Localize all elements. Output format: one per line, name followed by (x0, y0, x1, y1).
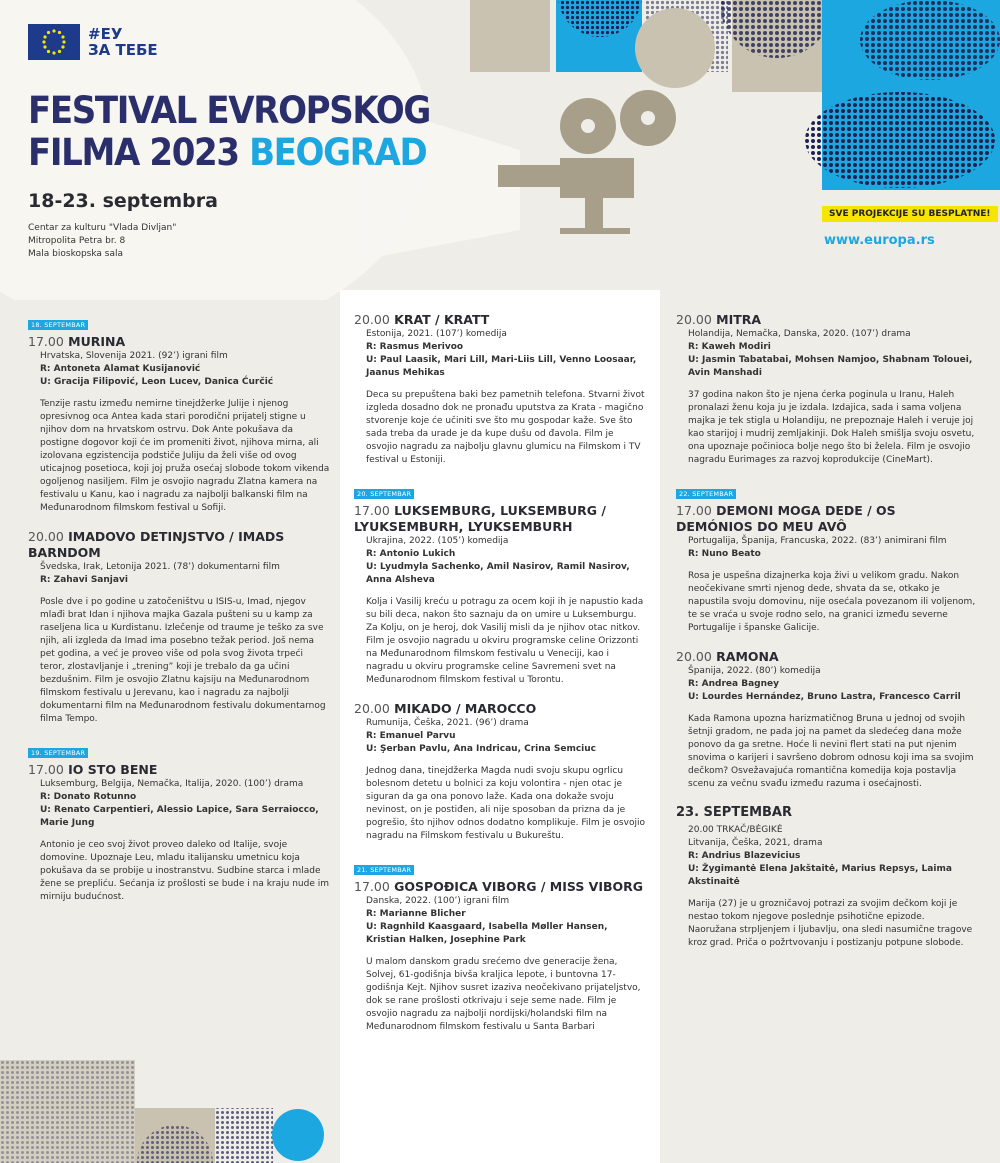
film-time: 20.00 (354, 312, 390, 327)
film-time: 20.00 (354, 701, 390, 716)
film-title: LUKSEMBURG, LUKSEMBURG / LYUKSEMBURH, LYUKSEMBURH (354, 503, 606, 534)
film-mitra (676, 312, 976, 467)
column-1 (28, 312, 330, 918)
film-luksemburg (354, 503, 646, 687)
film-title: MURINA (68, 334, 126, 349)
film-info: Holandija, Nemačka, Danska, 2020. (107’) drama (688, 329, 911, 339)
film-director: R: Kaweh Modiri (688, 342, 771, 352)
title-line1: FESTIVAL EVROPSKOG (28, 89, 430, 132)
film-info: Litvanija, Češka, 2021, drama (688, 838, 823, 848)
venue (28, 222, 176, 261)
film-synopsis: Kada Ramona upozna harizmatičnog Bruna u jednoj od svojih šetnji gradom, ne pada joj na pamet da sledećeg dana može ponovo da ga sretne. Hoće li nevini flert stati na put njenim snovima o karijeri i savršeno dobrom odnosu koji ima sa svojim dečkom? Osvežavajuća romantična komedija koja postavlja scenu za večnu svađu između razuma i osećajnosti. (688, 714, 974, 789)
film-trkac (676, 805, 976, 950)
day-tag-20: 20. SEPTEMBAR (354, 489, 414, 499)
venue-name: Centar za kulturu "Vlada Divljan" (28, 223, 177, 233)
film-synopsis: Marija (27) je u grozničavoj potrazi za svojim dečkom koji je nestao tokom njegove poslednje psihotične epizode. Naoružana strpljenjem i ljubavlju, ona sledi nasumične tragove kroz grad. Priča o požrtvovanju i postizanju potpune slobode. (688, 899, 973, 948)
column-2 (340, 290, 660, 1163)
film-info: Španija, 2022. (80’) komedija (688, 666, 821, 676)
film-synopsis: 37 godina nakon što je njena ćerka poginula u Iranu, Haleh pronalazi ženu koja ju je izdala. Izdajica, sada i sama voljena majka je tek stigla u Holandiju, ne prepoznaje Haleh i veruje joj kao starijoj i mudrij zemljakinji. Dok Haleh smišlja svoju osvetu, ona upoznaje počinioca bolje nego što bi želela. Film je osvojio nagradu Eurimages za razvoj koprodukcije (CineMart). (688, 390, 975, 465)
film-director: R: Andrius Blazevicius (688, 851, 801, 861)
film-cast: U: Renato Carpentieri, Alessio Lapice, Sara Serraiocco, Marie Jung (40, 805, 319, 828)
film-synopsis: Rosa je uspešna dizajnerka koja živi u velikom gradu. Nakon neočekivane smrti njenog dede, shvata da se, otkako je napustila svoju domovinu, nije osećala povezanom ili voljenom, te se vraća u svoje rodno selo, na granici između severne Portugalije i španske Galicije. (688, 571, 976, 633)
film-synopsis: Antonio je ceo svoj život proveo daleko od Italije, svoje domovine. Upoznaje Leu, mladu italijansku umetnicu koja pokušava da se probije u inostranstvu. Sudbine starca i mlade žene se prepliću. Sećanja iz prošlosti se bude i na kraju nude im mirniju budućnost. (40, 840, 330, 902)
film-cast: U: Jasmin Tabatabai, Mohsen Namjoo, Shabnam Tolouei, Avin Manshadi (688, 355, 973, 378)
festival-title (28, 90, 430, 174)
film-cast: U: Gracija Filipović, Leon Lucev, Danica Ćurčić (40, 377, 274, 387)
eu-logo (28, 24, 158, 60)
film-time: 20.00 (28, 529, 64, 544)
film-synopsis: Kolja i Vasilij kreću u potragu za ocem koji ih je napustio kada su bili deca, nakon što saznaju da on umire u Luksemburgu. Za Kolju, on je heroj, dok Vasilij misli da je njihov otac nitkov. Film je osvojio nagradu u okviru programske celine Orizzonti na Međunarodnom filmskom festivalu u Veneciji, kao i nagradu u okviru programske celine Savremeni svet na Međunarodnom filmskom festival u Torontu. (366, 597, 644, 685)
film-cast: U: Lourdes Hernández, Bruno Lastra, Francesco Carril (688, 692, 961, 702)
title-line2: FILMA 2023 (28, 131, 250, 174)
film-director: R: Rasmus Merivoo (366, 342, 464, 352)
film-ramona (676, 649, 976, 791)
film-synopsis: Posle dve i po godine u zatočeništvu u ISIS-u, Imad, njegov mlađi brat Idan i njihova majka Gazala pušteni su u kamp za raseljena lica u Kurdistanu. Izlečenje od traume je teško za sve njih, ali izgleda da Imad ima posebno težak period. Još nema pet godina, a već je proveo više od pola svog života trpeći teror, zlostavljanje i „trening” koji je trebalo da ga učini bezdušnim. Film je osvojio Zlatnu kajsiju na Međunarodnom filmskom festivalu u Jerevanu, kao i nagradu za najbolji dokumentarni film na Međunarodnom festivalu dokumentarnog filma Tempo. (40, 597, 326, 724)
column-3 (676, 312, 976, 964)
film-director: R: Marianne Blicher (366, 909, 466, 919)
venue-hall: Mala bioskopska sala (28, 249, 124, 259)
film-time: 17.00 (28, 334, 64, 349)
film-cast: U: Lyudmyla Sachenko, Amil Nasirov, Ramil Nasirov, Anna Alsheva (366, 562, 630, 585)
film-time: 17.00 (676, 503, 712, 518)
eu-tag-line1: #ЕУ (88, 25, 123, 43)
film-viborg (354, 879, 646, 1034)
film-time: 17.00 (354, 879, 390, 894)
film-cast: U: Şerban Pavlu, Ana Indricau, Crina Semciuc (366, 744, 596, 754)
eu-tag-line2: ЗА ТЕБЕ (88, 41, 158, 59)
day-tag-22: 22. SEPTEMBAR (676, 489, 736, 499)
film-title: IO STO BENE (68, 762, 158, 777)
film-imadovo (28, 529, 330, 726)
film-synopsis: Deca su prepuštena baki bez pametnih telefona. Stvarni život izgleda dosadno dok ne pronađu uputstva za Krata - magično stvorenje koje će učiniti sve što mu gospodar kaže. Sve što sada treba da urade je da kupe dušu od đavola. Film je osvojio nagradu za najbolju glavnu glumicu na Filmskom i TV festival u Estoniji. (366, 390, 645, 465)
film-info: Estonija, 2021. (107’) komedija (366, 329, 507, 339)
film-director: R: Andrea Bagney (688, 679, 779, 689)
film-murina (28, 334, 330, 515)
film-title: DEMONI MOGA DEDE / OS DEMÓNIOS DO MEU AVÔ (676, 503, 896, 534)
film-time: 20.00 (676, 649, 712, 664)
film-title: IMADOVO DETINJSTVO / IMADS BARNDOM (28, 529, 285, 560)
film-time: 17.00 (354, 503, 390, 518)
free-screenings-badge: SVE PROJEKCIJE SU BESPLATNE! (822, 206, 998, 222)
film-title: MITRA (716, 312, 762, 327)
film-director: R: Emanuel Parvu (366, 731, 456, 741)
website-link[interactable]: www.europa.rs (824, 233, 935, 248)
film-info: Hrvatska, Slovenija 2021. (92’) igrani film (40, 351, 228, 361)
decorative-shapes-bottom (0, 1050, 340, 1163)
film-info: Danska, 2022. (100’) igrani film (366, 896, 510, 906)
film-info: Švedska, Irak, Letonija 2021. (78’) dokumentarni film (40, 562, 280, 572)
day-tag-18: 18. SEPTEMBAR (28, 320, 88, 330)
film-synopsis: Jednog dana, tinejdžerka Magda nudi svoju skupu ogrlicu bolesnom detetu u bolnici za koju volontira - njen otac je siguran da ga ona ponovo laže. Kada ona dokaže svoju nevinost, on je postiđen, ali nije sposoban da prizna da je pogrešio, što njihov odnos dodatno komplikuje. Film je osvojio nagradu na Filmskom festivalu u Bukureštu. (366, 766, 645, 841)
film-director: R: Zahavi Sanjavi (40, 575, 128, 585)
film-director: R: Donato Rotunno (40, 792, 137, 802)
day-heading-23: 23. SEPTEMBAR (676, 805, 792, 820)
film-title: RAMONA (716, 649, 779, 664)
film-synopsis: Tenzije rastu između nemirne tinejdžerke Julije i njenog opresivnog oca Antea kada stari porodični prijatelj stigne u njihov dom na hrvatskom ostrvu. Dok Ante pokušava da postigne dogovor koji će im promeniti život, njihova mirna, ali izolovana egzistencija podstiče Juliju da želi više od ovog uticajnog posetioca, koji joj pruža osećaj slobode tokom vikenda ogoljenog nasiljem. Film je osvojio nagradu Zlatna kamera na festivalu u Kanu, kao i nagradu za najbolji balkanski film na Međunarodnom filmskom festival u Sofiji. (40, 399, 330, 513)
film-director: R: Antoneta Alamat Kusijanović (40, 364, 201, 374)
venue-address: Mitropolita Petra br. 8 (28, 236, 126, 246)
film-info: Ukrajina, 2022. (105’) komedija (366, 536, 509, 546)
film-title: GOSPOĐICA VIBORG / MISS VIBORG (394, 879, 644, 894)
film-info: Portugalija, Španija, Francuska, 2022. (83’) animirani film (688, 536, 947, 546)
festival-dates: 18-23. septembra (28, 190, 218, 212)
film-director: R: Antonio Lukich (366, 549, 456, 559)
film-krat (354, 312, 646, 467)
film-title: MIKADO / MAROCCO (394, 701, 537, 716)
day-tag-19: 19. SEPTEMBAR (28, 748, 88, 758)
film-demoni (676, 503, 976, 635)
film-time: 20.00 (676, 312, 712, 327)
film-cast: U: Paul Laasik, Mari Lill, Mari-Liis Lill, Venno Loosaar, Jaanus Mehikas (366, 355, 637, 378)
film-info: Rumunija, Češka, 2021. (96’) drama (366, 718, 529, 728)
film-cast: U: Ragnhild Kaasgaard, Isabella Møller Hansen, Kristian Halken, Josephine Park (366, 922, 608, 945)
eu-flag-icon (28, 24, 80, 60)
film-cast: U: Žygimantė Elena Jakštaitė, Marius Repsys, Laima Akstinaitė (688, 864, 952, 887)
film-time-title: 20.00 TRKAČ/BĖGIKĖ (688, 825, 783, 835)
film-iostobene (28, 762, 330, 904)
film-time: 17.00 (28, 762, 64, 777)
film-title: KRAT / KRATT (394, 312, 490, 327)
film-mikado (354, 701, 646, 843)
day-tag-21: 21. SEPTEMBAR (354, 865, 414, 875)
title-city: BEOGRAD (249, 131, 427, 174)
film-synopsis: U malom danskom gradu srećemo dve generacije žena, Solvej, 61-godišnja bivša kraljica lepote, i buntovna 17-godišnja Kejt. Njihov susret izaziva neočekivano prijateljstvo, dok se rane prošlosti otkrivaju i seje seme nade. Film je osvojio nagradu za najbolji nordijski/holandski film na Međunarodnom filmskom festivalu u Santa Barbari (366, 957, 641, 1032)
film-director: R: Nuno Beato (688, 549, 761, 559)
film-info: Luksemburg, Belgija, Nemačka, Italija, 2020. (100’) drama (40, 779, 304, 789)
